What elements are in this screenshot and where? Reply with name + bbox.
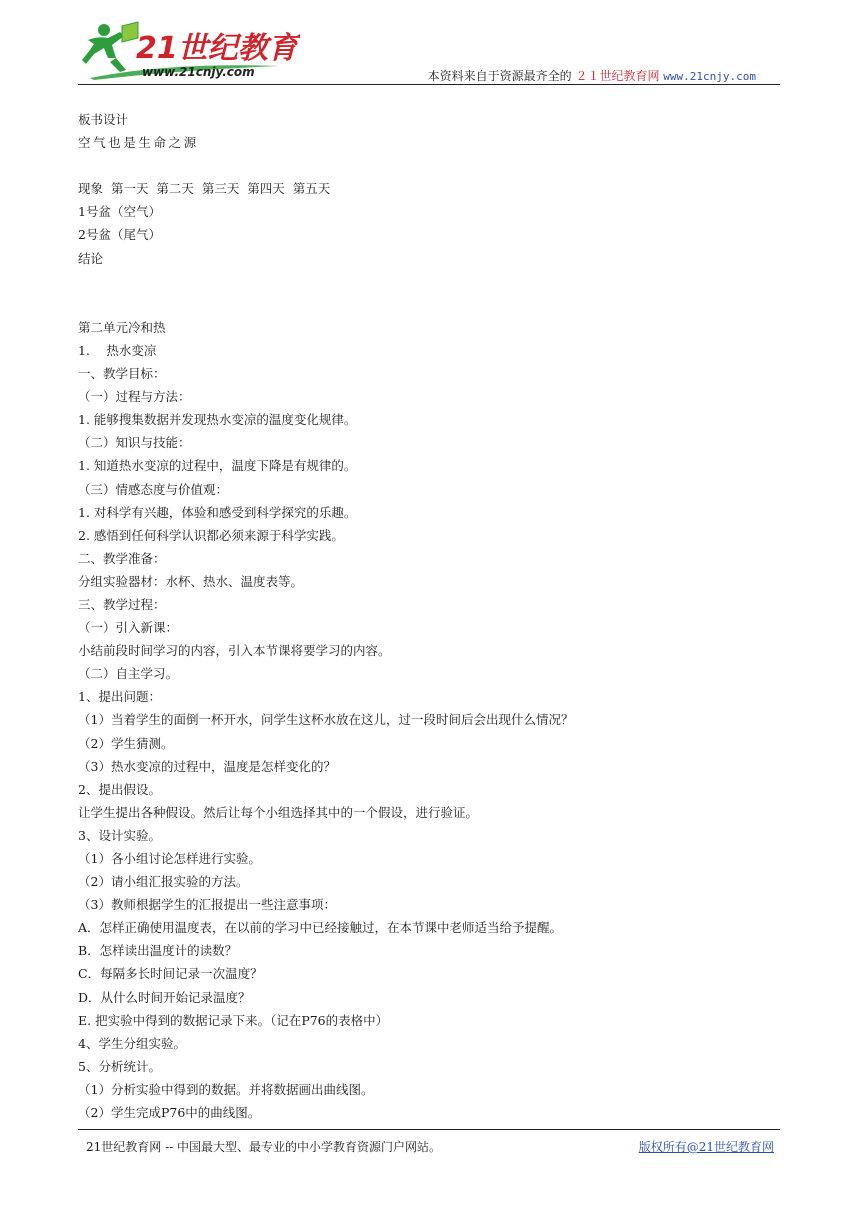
section-heading: 三、教学过程： — [78, 596, 166, 612]
subsection-heading: （三）情感态度与价值观： — [78, 481, 229, 497]
list-item: （3）热水变凉的过程中，温度是怎样变化的？ — [78, 758, 336, 774]
subsection-heading: （一）过程与方法： — [78, 389, 191, 405]
subsection-heading: （二）自主学习。 — [78, 666, 179, 682]
footer-copyright-link[interactable]: 版权所有@21世纪教育网 — [638, 1140, 774, 1154]
subsection-heading: （二）知识与技能： — [78, 435, 191, 451]
list-item: A．怎样正确使用温度表，在以前的学习中已经接触过，在本节课中老师适当给予提醒。 — [78, 920, 563, 936]
step-heading: 3、设计实验。 — [78, 827, 161, 843]
paragraph: 分组实验器材：水杯、热水、温度表等。 — [78, 573, 304, 589]
paragraph: 让学生提出各种假设。然后让每个小组选择其中的一个假设，进行验证。 — [78, 804, 479, 820]
list-item: （2）学生完成P76中的曲线图。 — [78, 1105, 261, 1121]
page-header — [0, 0, 860, 90]
board-row-1: 1号盆（空气） — [78, 204, 161, 220]
unit-title: 第二单元冷和热 — [78, 319, 166, 335]
list-item: B．怎样读出温度计的读数？ — [78, 943, 238, 959]
list-item: 2. 感悟到任何科学认识都必须来源于科学实践。 — [78, 527, 344, 543]
header-divider — [78, 84, 780, 85]
header-source-line — [428, 67, 756, 84]
list-item: （1）各小组讨论怎样进行实验。 — [78, 851, 261, 866]
section-heading: 二、教学准备： — [78, 550, 166, 566]
lesson-title: 1. 热水变凉 — [78, 342, 157, 358]
runner-head-icon — [98, 24, 110, 36]
board-row-2: 2号盆（尾气） — [78, 227, 161, 243]
footer-site-description: 21世纪教育网 -- 中国最大型、最专业的中小学教育资源门户网站。 — [86, 1140, 442, 1154]
paragraph: 小结前段时间学习的内容，引入本节课将要学习的内容。 — [78, 643, 391, 659]
spacer — [78, 270, 778, 293]
logo-brand-text: 21世纪教育 — [136, 31, 298, 66]
list-item: （2）学生猜测。 — [78, 735, 174, 751]
board-heading: 板书设计 — [78, 112, 129, 127]
source-site-link[interactable]: www.21cnjy.com — [663, 70, 756, 83]
list-item: （1）分析实验中得到的数据。并将数据画出曲线图。 — [78, 1081, 374, 1097]
source-site-name: ２１世纪教育网 — [575, 69, 660, 83]
board-table-header: 现象 第一天 第二天 第三天 第四天 第五天 — [78, 181, 331, 197]
runner-body-icon — [82, 32, 124, 64]
document-body — [78, 108, 778, 1124]
source-prefix: 本资料来自于资源最齐全的 — [427, 69, 572, 83]
list-item: C．每隔多长时间记录一次温度？ — [78, 966, 263, 982]
board-conclusion: 结论 — [78, 250, 104, 266]
footer-divider — [78, 1129, 780, 1130]
spacer — [78, 154, 778, 177]
list-item: E. 把实验中得到的数据记录下来。（记在P76的表格中） — [78, 1012, 389, 1028]
list-item: 1. 知道热水变凉的过程中，温度下降是有规律的。 — [78, 458, 357, 474]
step-heading: 1、提出问题： — [78, 689, 161, 705]
site-logo[interactable] — [80, 18, 300, 82]
subsection-heading: （一）引入新课： — [78, 620, 179, 636]
step-heading: 5、分析统计。 — [78, 1058, 161, 1074]
logo-url-text: www.21cnjy.com — [142, 65, 255, 79]
spacer — [78, 293, 778, 316]
list-item: （3）教师根据学生的汇报提出一些注意事项： — [78, 897, 336, 913]
list-item: （2）请小组汇报实验的方法。 — [78, 874, 249, 890]
list-item: D．从什么时间开始记录温度？ — [78, 989, 251, 1005]
step-heading: 4、学生分组实验。 — [78, 1035, 186, 1051]
board-title: 空气也是生命之源 — [78, 135, 199, 151]
step-heading: 2、提出假设。 — [78, 781, 161, 797]
list-item: 1. 对科学有兴趣，体验和感受到科学探究的乐趣。 — [78, 504, 357, 520]
list-item: （1）当着学生的面倒一杯开水，问学生这杯水放在这儿，过一段时间后会出现什么情况？ — [78, 712, 574, 728]
logo-graphic — [80, 18, 300, 82]
list-item: 1. 能够搜集数据并发现热水变凉的温度变化规律。 — [78, 412, 357, 428]
section-heading: 一、教学目标： — [78, 366, 166, 382]
